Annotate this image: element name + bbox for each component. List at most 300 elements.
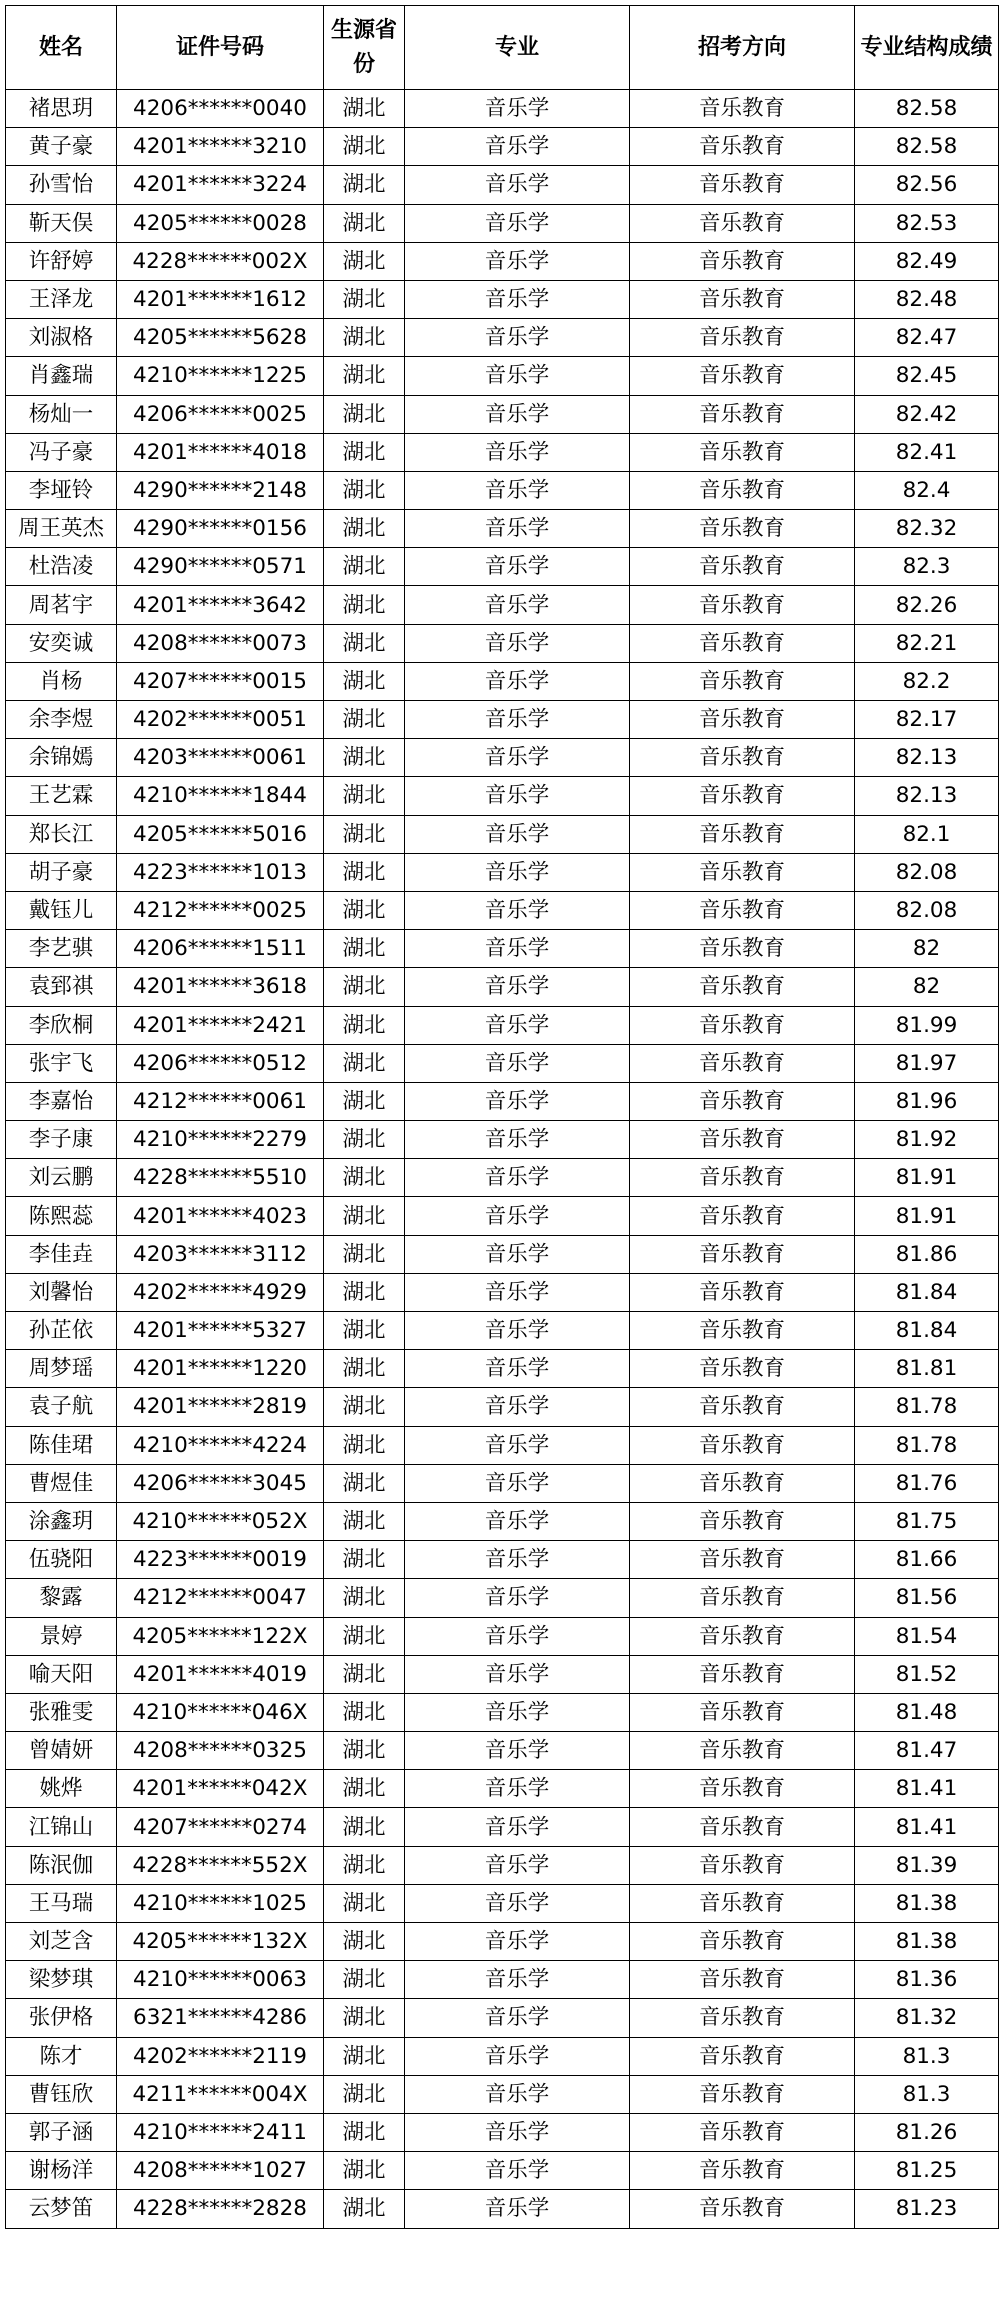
cell-name: 孙芷依 bbox=[6, 1312, 117, 1350]
cell-score: 81.39 bbox=[855, 1846, 999, 1884]
cell-id: 4201******1220 bbox=[117, 1350, 324, 1388]
cell-id: 4201******4019 bbox=[117, 1655, 324, 1693]
cell-direction: 音乐教育 bbox=[630, 1732, 855, 1770]
cell-name: 余李煜 bbox=[6, 701, 117, 739]
cell-direction: 音乐教育 bbox=[630, 1464, 855, 1502]
cell-score: 81.47 bbox=[855, 1732, 999, 1770]
cell-score: 82.53 bbox=[855, 204, 999, 242]
cell-direction: 音乐教育 bbox=[630, 1350, 855, 1388]
cell-score: 82.4 bbox=[855, 471, 999, 509]
table-row bbox=[6, 90, 999, 128]
cell-direction: 音乐教育 bbox=[630, 1884, 855, 1922]
cell-name: 安奕诚 bbox=[6, 624, 117, 662]
cell-direction: 音乐教育 bbox=[630, 280, 855, 318]
table-row bbox=[6, 280, 999, 318]
cell-id: 4201******3642 bbox=[117, 586, 324, 624]
cell-major: 音乐学 bbox=[405, 1693, 630, 1731]
cell-score: 81.32 bbox=[855, 1999, 999, 2037]
cell-id: 4207******0274 bbox=[117, 1808, 324, 1846]
table-row bbox=[6, 1197, 999, 1235]
cell-name: 李垭铃 bbox=[6, 471, 117, 509]
cell-id: 4208******0325 bbox=[117, 1732, 324, 1770]
cell-name: 谢杨洋 bbox=[6, 2152, 117, 2190]
table-row bbox=[6, 930, 999, 968]
cell-score: 82.58 bbox=[855, 90, 999, 128]
cell-major: 音乐学 bbox=[405, 1579, 630, 1617]
table-row bbox=[6, 1350, 999, 1388]
cell-direction: 音乐教育 bbox=[630, 1312, 855, 1350]
header-row bbox=[6, 6, 999, 90]
cell-score: 82.2 bbox=[855, 662, 999, 700]
cell-province: 湖北 bbox=[324, 1884, 405, 1922]
cell-direction: 音乐教育 bbox=[630, 1693, 855, 1731]
cell-province: 湖北 bbox=[324, 815, 405, 853]
cell-major: 音乐学 bbox=[405, 1923, 630, 1961]
cell-score: 82.17 bbox=[855, 701, 999, 739]
cell-id: 4201******3618 bbox=[117, 968, 324, 1006]
cell-name: 戴钰儿 bbox=[6, 891, 117, 929]
table-row bbox=[6, 2190, 999, 2228]
table-row bbox=[6, 1159, 999, 1197]
cell-major: 音乐学 bbox=[405, 1961, 630, 1999]
cell-id: 4201******3210 bbox=[117, 128, 324, 166]
cell-id: 4210******046X bbox=[117, 1693, 324, 1731]
cell-major: 音乐学 bbox=[405, 1655, 630, 1693]
cell-score: 81.3 bbox=[855, 2037, 999, 2075]
cell-id: 4202******2119 bbox=[117, 2037, 324, 2075]
cell-direction: 音乐教育 bbox=[630, 1655, 855, 1693]
cell-province: 湖北 bbox=[324, 280, 405, 318]
cell-score: 81.81 bbox=[855, 1350, 999, 1388]
header-id: 证件号码 bbox=[117, 6, 324, 90]
cell-score: 82.3 bbox=[855, 548, 999, 586]
cell-direction: 音乐教育 bbox=[630, 930, 855, 968]
cell-major: 音乐学 bbox=[405, 891, 630, 929]
cell-score: 81.99 bbox=[855, 1006, 999, 1044]
cell-major: 音乐学 bbox=[405, 930, 630, 968]
table-row bbox=[6, 1999, 999, 2037]
cell-id: 4201******1612 bbox=[117, 280, 324, 318]
cell-name: 胡子豪 bbox=[6, 853, 117, 891]
table-row bbox=[6, 1082, 999, 1120]
cell-name: 陈佳珺 bbox=[6, 1426, 117, 1464]
cell-direction: 音乐教育 bbox=[630, 662, 855, 700]
cell-direction: 音乐教育 bbox=[630, 1923, 855, 1961]
cell-province: 湖北 bbox=[324, 1350, 405, 1388]
cell-province: 湖北 bbox=[324, 1502, 405, 1540]
cell-province: 湖北 bbox=[324, 1464, 405, 1502]
cell-direction: 音乐教育 bbox=[630, 1999, 855, 2037]
table-row bbox=[6, 166, 999, 204]
cell-province: 湖北 bbox=[324, 1732, 405, 1770]
cell-score: 82 bbox=[855, 968, 999, 1006]
cell-name: 伍骁阳 bbox=[6, 1541, 117, 1579]
table-row bbox=[6, 204, 999, 242]
cell-name: 李佳垚 bbox=[6, 1235, 117, 1273]
cell-direction: 音乐教育 bbox=[630, 1197, 855, 1235]
cell-score: 82.21 bbox=[855, 624, 999, 662]
cell-id: 4205******0028 bbox=[117, 204, 324, 242]
cell-direction: 音乐教育 bbox=[630, 548, 855, 586]
cell-province: 湖北 bbox=[324, 2075, 405, 2113]
cell-score: 81.92 bbox=[855, 1121, 999, 1159]
cell-province: 湖北 bbox=[324, 2037, 405, 2075]
cell-direction: 音乐教育 bbox=[630, 1044, 855, 1082]
cell-major: 音乐学 bbox=[405, 1884, 630, 1922]
table-row bbox=[6, 2037, 999, 2075]
cell-id: 4202******0051 bbox=[117, 701, 324, 739]
table-row bbox=[6, 1426, 999, 1464]
cell-province: 湖北 bbox=[324, 471, 405, 509]
cell-province: 湖北 bbox=[324, 1846, 405, 1884]
cell-province: 湖北 bbox=[324, 128, 405, 166]
table-row bbox=[6, 510, 999, 548]
cell-major: 音乐学 bbox=[405, 319, 630, 357]
cell-score: 81.78 bbox=[855, 1426, 999, 1464]
cell-major: 音乐学 bbox=[405, 548, 630, 586]
cell-score: 81.66 bbox=[855, 1541, 999, 1579]
cell-province: 湖北 bbox=[324, 1044, 405, 1082]
cell-name: 江锦山 bbox=[6, 1808, 117, 1846]
cell-id: 4210******2411 bbox=[117, 2113, 324, 2151]
cell-province: 湖北 bbox=[324, 930, 405, 968]
cell-direction: 音乐教育 bbox=[630, 1770, 855, 1808]
cell-major: 音乐学 bbox=[405, 2113, 630, 2151]
cell-province: 湖北 bbox=[324, 1121, 405, 1159]
table-row bbox=[6, 357, 999, 395]
table-row bbox=[6, 815, 999, 853]
score-table bbox=[5, 5, 999, 2229]
cell-direction: 音乐教育 bbox=[630, 510, 855, 548]
cell-major: 音乐学 bbox=[405, 433, 630, 471]
cell-name: 梁梦琪 bbox=[6, 1961, 117, 1999]
cell-id: 4210******0063 bbox=[117, 1961, 324, 1999]
table-row bbox=[6, 1655, 999, 1693]
cell-direction: 音乐教育 bbox=[630, 1617, 855, 1655]
table-row bbox=[6, 1808, 999, 1846]
cell-name: 陈熙蕊 bbox=[6, 1197, 117, 1235]
table-row bbox=[6, 586, 999, 624]
table-row bbox=[6, 1961, 999, 1999]
cell-id: 4210******1844 bbox=[117, 777, 324, 815]
cell-score: 81.56 bbox=[855, 1579, 999, 1617]
cell-major: 音乐学 bbox=[405, 1846, 630, 1884]
cell-major: 音乐学 bbox=[405, 1350, 630, 1388]
table-row bbox=[6, 1541, 999, 1579]
cell-id: 4202******4929 bbox=[117, 1273, 324, 1311]
cell-id: 4212******0025 bbox=[117, 891, 324, 929]
cell-major: 音乐学 bbox=[405, 1082, 630, 1120]
cell-province: 湖北 bbox=[324, 1961, 405, 1999]
cell-province: 湖北 bbox=[324, 1808, 405, 1846]
table-row bbox=[6, 853, 999, 891]
cell-major: 音乐学 bbox=[405, 777, 630, 815]
cell-name: 郑长江 bbox=[6, 815, 117, 853]
cell-direction: 音乐教育 bbox=[630, 586, 855, 624]
cell-province: 湖北 bbox=[324, 891, 405, 929]
table-body bbox=[6, 90, 999, 2229]
cell-major: 音乐学 bbox=[405, 2152, 630, 2190]
cell-name: 王马瑞 bbox=[6, 1884, 117, 1922]
cell-province: 湖北 bbox=[324, 1923, 405, 1961]
cell-id: 4206******3045 bbox=[117, 1464, 324, 1502]
cell-major: 音乐学 bbox=[405, 1770, 630, 1808]
cell-direction: 音乐教育 bbox=[630, 968, 855, 1006]
cell-major: 音乐学 bbox=[405, 1617, 630, 1655]
cell-score: 81.52 bbox=[855, 1655, 999, 1693]
cell-direction: 音乐教育 bbox=[630, 1082, 855, 1120]
table-row bbox=[6, 1388, 999, 1426]
cell-direction: 音乐教育 bbox=[630, 1541, 855, 1579]
table-row bbox=[6, 891, 999, 929]
cell-direction: 音乐教育 bbox=[630, 2075, 855, 2113]
cell-name: 陈泯伽 bbox=[6, 1846, 117, 1884]
cell-direction: 音乐教育 bbox=[630, 624, 855, 662]
cell-province: 湖北 bbox=[324, 624, 405, 662]
cell-major: 音乐学 bbox=[405, 395, 630, 433]
cell-id: 4210******4224 bbox=[117, 1426, 324, 1464]
cell-score: 82.41 bbox=[855, 433, 999, 471]
cell-direction: 音乐教育 bbox=[630, 853, 855, 891]
table-row bbox=[6, 1923, 999, 1961]
cell-name: 姚烨 bbox=[6, 1770, 117, 1808]
cell-major: 音乐学 bbox=[405, 701, 630, 739]
table-row bbox=[6, 739, 999, 777]
cell-score: 81.84 bbox=[855, 1273, 999, 1311]
cell-id: 4203******0061 bbox=[117, 739, 324, 777]
cell-province: 湖北 bbox=[324, 2152, 405, 2190]
cell-direction: 音乐教育 bbox=[630, 1961, 855, 1999]
cell-name: 周茗宇 bbox=[6, 586, 117, 624]
table-row bbox=[6, 1617, 999, 1655]
cell-province: 湖北 bbox=[324, 1388, 405, 1426]
table-row bbox=[6, 1464, 999, 1502]
cell-score: 82.26 bbox=[855, 586, 999, 624]
cell-major: 音乐学 bbox=[405, 357, 630, 395]
cell-name: 靳天俣 bbox=[6, 204, 117, 242]
cell-score: 81.96 bbox=[855, 1082, 999, 1120]
cell-score: 81.41 bbox=[855, 1770, 999, 1808]
cell-direction: 音乐教育 bbox=[630, 395, 855, 433]
cell-direction: 音乐教育 bbox=[630, 1006, 855, 1044]
cell-direction: 音乐教育 bbox=[630, 1235, 855, 1273]
cell-province: 湖北 bbox=[324, 1999, 405, 2037]
cell-id: 4201******2421 bbox=[117, 1006, 324, 1044]
cell-province: 湖北 bbox=[324, 662, 405, 700]
cell-name: 许舒婷 bbox=[6, 242, 117, 280]
cell-province: 湖北 bbox=[324, 968, 405, 1006]
table-row bbox=[6, 1273, 999, 1311]
cell-province: 湖北 bbox=[324, 853, 405, 891]
cell-id: 4211******004X bbox=[117, 2075, 324, 2113]
cell-name: 郭子涵 bbox=[6, 2113, 117, 2151]
table-row bbox=[6, 662, 999, 700]
cell-id: 4228******002X bbox=[117, 242, 324, 280]
cell-province: 湖北 bbox=[324, 1082, 405, 1120]
cell-name: 刘淑格 bbox=[6, 319, 117, 357]
cell-province: 湖北 bbox=[324, 166, 405, 204]
cell-major: 音乐学 bbox=[405, 1999, 630, 2037]
cell-major: 音乐学 bbox=[405, 1732, 630, 1770]
cell-score: 81.91 bbox=[855, 1197, 999, 1235]
table-row bbox=[6, 1884, 999, 1922]
cell-id: 4210******1025 bbox=[117, 1884, 324, 1922]
cell-name: 袁郅祺 bbox=[6, 968, 117, 1006]
cell-major: 音乐学 bbox=[405, 128, 630, 166]
cell-id: 4208******1027 bbox=[117, 2152, 324, 2190]
cell-direction: 音乐教育 bbox=[630, 166, 855, 204]
cell-id: 4208******0073 bbox=[117, 624, 324, 662]
cell-id: 4223******0019 bbox=[117, 1541, 324, 1579]
cell-major: 音乐学 bbox=[405, 1235, 630, 1273]
cell-province: 湖北 bbox=[324, 586, 405, 624]
cell-direction: 音乐教育 bbox=[630, 2152, 855, 2190]
cell-major: 音乐学 bbox=[405, 166, 630, 204]
cell-score: 81.26 bbox=[855, 2113, 999, 2151]
header-score: 专业结构成绩 bbox=[855, 6, 999, 90]
cell-id: 4205******132X bbox=[117, 1923, 324, 1961]
cell-id: 4212******0061 bbox=[117, 1082, 324, 1120]
cell-id: 4210******1225 bbox=[117, 357, 324, 395]
cell-id: 4201******042X bbox=[117, 1770, 324, 1808]
cell-direction: 音乐教育 bbox=[630, 1388, 855, 1426]
cell-direction: 音乐教育 bbox=[630, 1426, 855, 1464]
cell-major: 音乐学 bbox=[405, 90, 630, 128]
cell-major: 音乐学 bbox=[405, 1159, 630, 1197]
cell-province: 湖北 bbox=[324, 1655, 405, 1693]
cell-id: 4205******5628 bbox=[117, 319, 324, 357]
cell-province: 湖北 bbox=[324, 548, 405, 586]
cell-direction: 音乐教育 bbox=[630, 128, 855, 166]
cell-province: 湖北 bbox=[324, 701, 405, 739]
cell-major: 音乐学 bbox=[405, 1044, 630, 1082]
cell-id: 4212******0047 bbox=[117, 1579, 324, 1617]
cell-name: 周王英杰 bbox=[6, 510, 117, 548]
cell-id: 4201******2819 bbox=[117, 1388, 324, 1426]
table-row bbox=[6, 701, 999, 739]
cell-province: 湖北 bbox=[324, 777, 405, 815]
cell-direction: 音乐教育 bbox=[630, 891, 855, 929]
cell-major: 音乐学 bbox=[405, 624, 630, 662]
cell-name: 陈才 bbox=[6, 2037, 117, 2075]
table-row bbox=[6, 777, 999, 815]
table-row bbox=[6, 319, 999, 357]
cell-province: 湖北 bbox=[324, 433, 405, 471]
cell-major: 音乐学 bbox=[405, 815, 630, 853]
cell-direction: 音乐教育 bbox=[630, 1846, 855, 1884]
cell-province: 湖北 bbox=[324, 510, 405, 548]
cell-major: 音乐学 bbox=[405, 471, 630, 509]
cell-id: 4228******2828 bbox=[117, 2190, 324, 2228]
cell-id: 4228******5510 bbox=[117, 1159, 324, 1197]
table-row bbox=[6, 128, 999, 166]
cell-score: 82.56 bbox=[855, 166, 999, 204]
cell-score: 82 bbox=[855, 930, 999, 968]
table-row bbox=[6, 1044, 999, 1082]
cell-province: 湖北 bbox=[324, 1159, 405, 1197]
cell-id: 4206******1511 bbox=[117, 930, 324, 968]
table-row bbox=[6, 242, 999, 280]
cell-direction: 音乐教育 bbox=[630, 815, 855, 853]
cell-id: 4201******4018 bbox=[117, 433, 324, 471]
cell-province: 湖北 bbox=[324, 204, 405, 242]
cell-major: 音乐学 bbox=[405, 1312, 630, 1350]
cell-direction: 音乐教育 bbox=[630, 1502, 855, 1540]
cell-direction: 音乐教育 bbox=[630, 2113, 855, 2151]
cell-score: 81.36 bbox=[855, 1961, 999, 1999]
cell-direction: 音乐教育 bbox=[630, 739, 855, 777]
table-row bbox=[6, 968, 999, 1006]
cell-name: 李子康 bbox=[6, 1121, 117, 1159]
cell-major: 音乐学 bbox=[405, 1388, 630, 1426]
cell-id: 4201******3224 bbox=[117, 166, 324, 204]
cell-score: 82.08 bbox=[855, 853, 999, 891]
cell-direction: 音乐教育 bbox=[630, 1273, 855, 1311]
table-row bbox=[6, 2152, 999, 2190]
cell-name: 刘芝含 bbox=[6, 1923, 117, 1961]
cell-direction: 音乐教育 bbox=[630, 204, 855, 242]
cell-major: 音乐学 bbox=[405, 1197, 630, 1235]
cell-province: 湖北 bbox=[324, 1426, 405, 1464]
cell-id: 4203******3112 bbox=[117, 1235, 324, 1273]
cell-score: 81.75 bbox=[855, 1502, 999, 1540]
cell-name: 王泽龙 bbox=[6, 280, 117, 318]
header-major: 专业 bbox=[405, 6, 630, 90]
cell-name: 曾婧妍 bbox=[6, 1732, 117, 1770]
cell-direction: 音乐教育 bbox=[630, 777, 855, 815]
cell-province: 湖北 bbox=[324, 2190, 405, 2228]
cell-province: 湖北 bbox=[324, 2113, 405, 2151]
cell-name: 黄子豪 bbox=[6, 128, 117, 166]
cell-direction: 音乐教育 bbox=[630, 1579, 855, 1617]
cell-direction: 音乐教育 bbox=[630, 1159, 855, 1197]
cell-name: 袁子航 bbox=[6, 1388, 117, 1426]
cell-major: 音乐学 bbox=[405, 204, 630, 242]
cell-name: 李嘉怡 bbox=[6, 1082, 117, 1120]
table-row bbox=[6, 1502, 999, 1540]
cell-name: 周梦瑶 bbox=[6, 1350, 117, 1388]
cell-direction: 音乐教育 bbox=[630, 357, 855, 395]
cell-id: 4290******0156 bbox=[117, 510, 324, 548]
cell-id: 4206******0512 bbox=[117, 1044, 324, 1082]
cell-province: 湖北 bbox=[324, 1312, 405, 1350]
cell-major: 音乐学 bbox=[405, 1502, 630, 1540]
cell-major: 音乐学 bbox=[405, 2075, 630, 2113]
cell-province: 湖北 bbox=[324, 1235, 405, 1273]
table-row bbox=[6, 395, 999, 433]
cell-name: 曹钰欣 bbox=[6, 2075, 117, 2113]
cell-province: 湖北 bbox=[324, 319, 405, 357]
cell-id: 4201******4023 bbox=[117, 1197, 324, 1235]
cell-score: 82.08 bbox=[855, 891, 999, 929]
header-direction: 招考方向 bbox=[630, 6, 855, 90]
cell-major: 音乐学 bbox=[405, 1464, 630, 1502]
table-row bbox=[6, 1770, 999, 1808]
cell-name: 黎露 bbox=[6, 1579, 117, 1617]
cell-province: 湖北 bbox=[324, 1693, 405, 1731]
cell-province: 湖北 bbox=[324, 395, 405, 433]
cell-direction: 音乐教育 bbox=[630, 1121, 855, 1159]
cell-id: 4210******052X bbox=[117, 1502, 324, 1540]
cell-score: 81.23 bbox=[855, 2190, 999, 2228]
cell-major: 音乐学 bbox=[405, 586, 630, 624]
table-row bbox=[6, 1579, 999, 1617]
table-row bbox=[6, 1693, 999, 1731]
cell-major: 音乐学 bbox=[405, 280, 630, 318]
cell-major: 音乐学 bbox=[405, 1006, 630, 1044]
cell-id: 4210******2279 bbox=[117, 1121, 324, 1159]
table-row bbox=[6, 1235, 999, 1273]
